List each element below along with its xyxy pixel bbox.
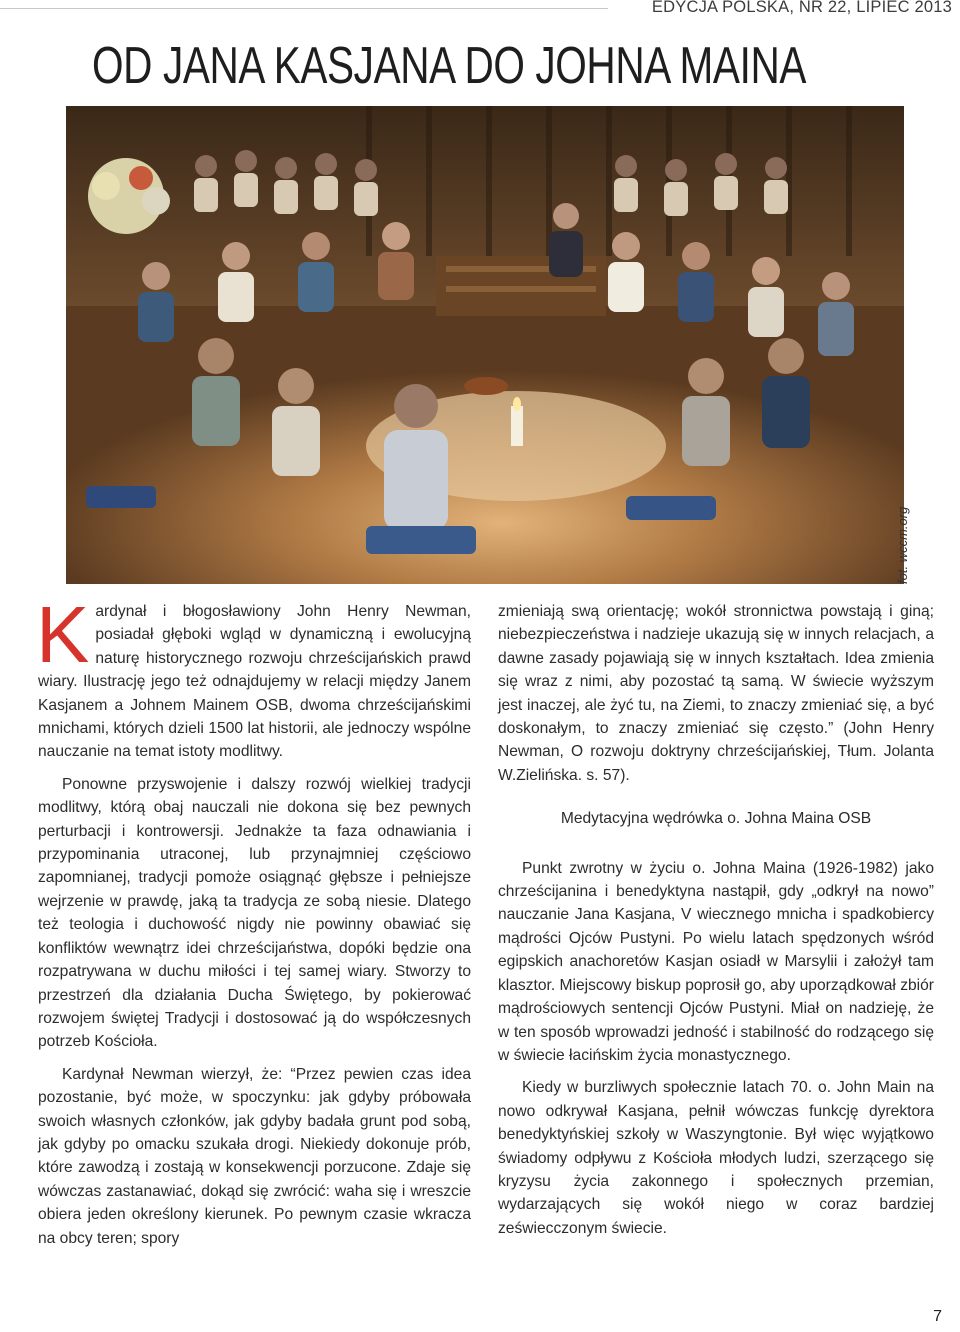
paragraph-tradition: Ponowne przyswojenie i dalszy rozwój wielkiej tradycji modlitwy, którą obaj nauczali nie dokona się bez pewnych perturbacji i kontrowersji. Jednakże ta faza odnawiania i przypominania utraconej, lub przynajmniej częściowo zapomnianej, tradycji pomoże osiągnąć głębsze i pełniejsze wejrzenie w prawdę, jaką ta tradycja ze sobą niesie. Dlatego też teologia i duchowość nigdy nie powinny obawiać się konfliktów wewnątrz idei chrześcijaństwa, dopóki będzie ona rozpatrywana w duchu miłości i tej samej wiary. Stworzy to przestrzeń dla działania Ducha Świętego, by pokierować rozwojem świętej Tradycji i dostosować ją do współczesnych potrzeb Kościoła. (38, 775, 471, 1051)
right-column (498, 600, 934, 1249)
photo-meditation-group (66, 106, 904, 584)
paragraph-intro (36, 590, 471, 764)
section-subheading: Medytacyjna wędrówka o. Johna Maina OSB (560, 810, 872, 828)
paragraph-seventies: Kiedy w burzliwych społecznie latach 70. o. John Main na nowo odkrywał Kasjana, pełnił wówczas funkcję dyrektora benedyktyńskiej szkoły w Waszyngtonie. Był więc wyjątkowo świadomy odpływu z Kościoła młodych ludzi, szerzącego się kryzysu życia zakonnego i społecznych przemian, wydarzających się wokół niego w coraz bardziej zeświecczonym świecie. (498, 1079, 934, 1237)
left-column (36, 590, 471, 1259)
paragraph-john-main: Punkt zwrotny w życiu o. Johna Maina (1926-1982) jako chrześcijanina i benedyktyna nastąpił, gdy „odkrył na nowo” nauczanie Jana Kasjana, V wiecznego mnicha i spadkobiercy mądrości Ojców Pustyni. Po wielu latach spędzonych wśród egipskich anachoretów Kasjan osiadł w Marsylii i założył tam klasztor. Miejscowy biskup poprosił go, aby uporządkował zbiór mądrościowych sentencji Ojców Pustyni. Miał on nadzieję, że w ten sposób wprowadzi jedność i stabilność do rodzącego się w świecie łacińskim życia monastycznego. (498, 859, 934, 1064)
paragraph-newman-quote: Kardynał Newman wierzył, że: “Przez pewien czas idea pozostanie, być może, w spoczynku: jak gdyby próbowała swoich własnych członków, jak gdyby badała grunt pod sobą, jak gdyby po omacku szukała drogi. Niekiedy dokonuje prób, które zawodzą i zostają w konsekwencji porzucone. Zdaje się wówczas zastanawiać, dokąd się zwrócić: waha się i wreszcie obiera jeden określony kierunek. Po pewnym czasie wkracza na obcy teren; spory (38, 1065, 471, 1247)
photo-credit: fot. wccm.org (895, 506, 910, 584)
issue-label: EDYCJA POLSKA, NR 22, LIPIEC 2013 (651, 0, 952, 16)
page-number: 7 (933, 1308, 942, 1325)
dropcap: K (36, 590, 90, 679)
paragraph-intro-text: ardynał i błogosławiony John Henry Newman, posiadał głęboki wgląd w dynamiczną i ewolucyjną naturę historycznego rozwoju chrześcijańskich prawd wiary. Ilustrację jego też odnajdujemy w relacji między Janem Kasjanem a Johnem Mainem OSB, dwoma chrześcijańskimi mnichami, których dzieli 1500 lat historii, ale jednoczy wspólne nauczanie na temat istoty modlitwy. (38, 603, 471, 761)
article-title: OD JANA KASJANA DO JOHNA MAINA (92, 37, 807, 95)
header-rule (0, 8, 608, 9)
paragraph-quote-continued: zmieniają swą orientację; wokół stronnictwa powstają i giną; niebezpieczeństwa i nadzieje ukazują się w innych relacjach, a dawne zasady pojawiają się w innych kształtach. Idea zmienia się wraz z nimi, aby pozostać tą samą. W świecie wyższym jest inaczej, ale żyć tu, na Ziemi, to znaczy zmieniać się, a być doskonałym, to znaczy zmieniać się często.” (John Henry Newman, O rozwoju doktryny chrześcijańskiej, Tłum. Jolanta W.Zielińska. s. 57). (498, 603, 934, 784)
